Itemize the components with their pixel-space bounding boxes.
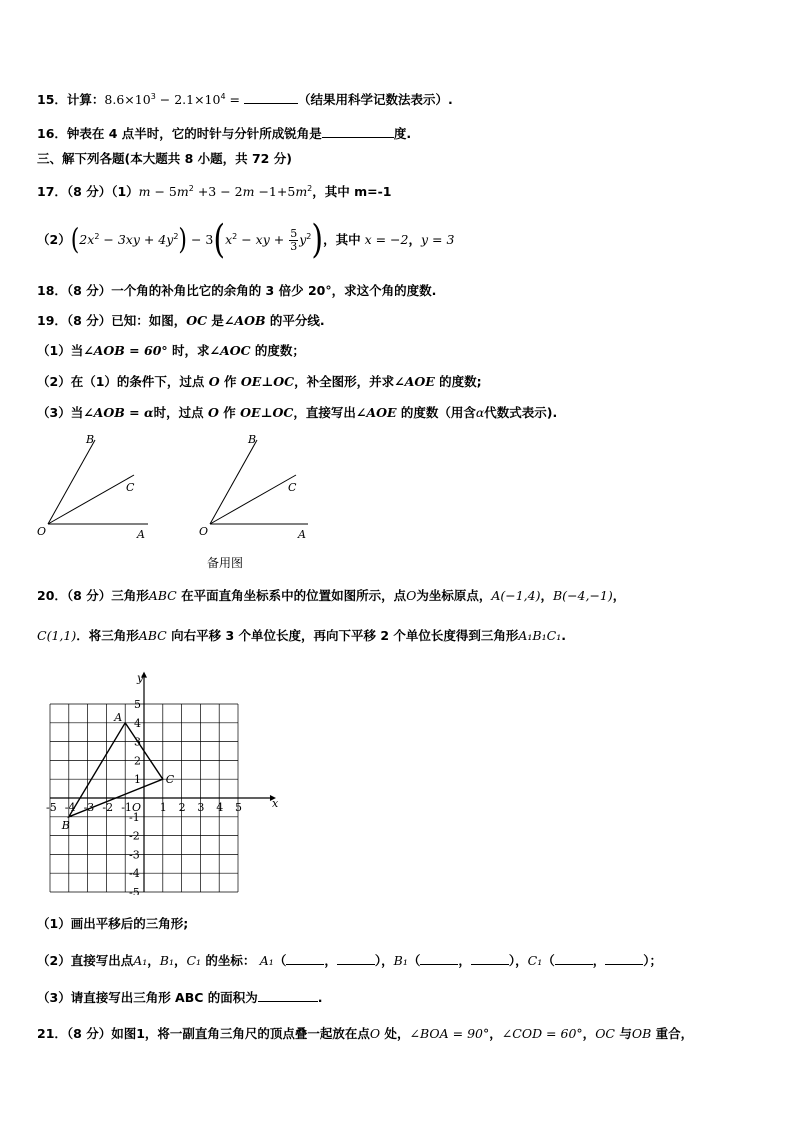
angle-figures — [30, 430, 330, 550]
y-tick-label: -1 — [129, 810, 140, 824]
a1-x-blank[interactable] — [286, 952, 324, 965]
question-19: 19．（8 分）已知：如图，OC 是∠AOB 的平分线. — [37, 313, 325, 328]
origin-label: O — [132, 801, 142, 814]
question-20-part-1: （1）画出平移后的三角形; — [37, 916, 189, 931]
coordinate-grid — [30, 665, 290, 895]
x-axis-label: x — [271, 797, 279, 810]
y-tick-label: 4 — [134, 716, 141, 730]
answer-blank[interactable] — [244, 91, 298, 104]
area-blank[interactable] — [258, 989, 318, 1002]
x-tick-label: 4 — [216, 801, 224, 814]
c1-x-blank[interactable] — [555, 952, 593, 965]
x-tick-label: 3 — [197, 801, 205, 814]
angle-figure-2 — [199, 433, 308, 541]
label-c: C — [126, 481, 135, 494]
question-17-part-2: $(2)(2x^2 - 3xy + 4y^2) - 3(x^2$ − xy + $\frac{5}{3}$ $y^2$)，其中 x = −2，y = 3 — [37, 217, 455, 263]
b1-x-blank[interactable] — [420, 952, 458, 965]
y-tick-label: -2 — [129, 829, 140, 843]
fraction: $\frac{5}{3}$ — [290, 227, 298, 253]
question-20-line-2: C(1,1)．将三角形ABC 向右平移 3 个单位长度，再向下平移 2 个单位长度得到三角形A₁B₁C₁. — [37, 628, 566, 643]
y-tick-label: -4 — [129, 867, 140, 881]
label-o: O — [37, 525, 47, 538]
figure-caption: 备用图 — [207, 556, 244, 570]
x-tick-label: -2 — [102, 801, 114, 814]
label-a: A — [137, 528, 145, 541]
question-21: 21．（8 分）如图1，将一副直角三角尺的顶点叠一起放在点O 处，∠BOA = 90°，∠COD = 60°，OC 与OB 重合， — [37, 1026, 694, 1041]
x-tick-label: 5 — [235, 801, 242, 814]
question-16: 16．钟表在 4 点半时，它的时针与分针所成锐角是 度. — [37, 126, 412, 141]
y-tick-label: 5 — [134, 698, 141, 711]
y-tick-label: 1 — [134, 773, 141, 787]
point-b-label: B — [61, 818, 70, 832]
question-19-part-3: （3）当∠AOB = α时，过点 O 作 OE⊥OC，直接写出∠AOE 的度数（用含α代数式表示). — [37, 405, 558, 420]
a1-y-blank[interactable] — [337, 952, 375, 965]
point-a-label: A — [114, 710, 123, 724]
y-tick-label: -5 — [129, 886, 140, 895]
question-19-part-1: （1）当∠AOB = 60° 时，求∠AOC 的度数； — [37, 343, 305, 358]
y-tick-label: 2 — [134, 754, 141, 768]
ray-oc-2 — [210, 475, 296, 524]
question-15: 15．计算：$8.6\times 10^3 - 2.1\times 10^4$ = （结果用科学记数法表示）. — [37, 92, 453, 108]
y-tick-label: -3 — [129, 848, 140, 862]
x-tick-label: -1 — [121, 801, 132, 814]
b1-y-blank[interactable] — [471, 952, 509, 965]
ray-ob-2 — [210, 440, 257, 524]
answer-blank[interactable] — [322, 125, 394, 138]
ray-oc — [48, 475, 134, 524]
y-tick-labels — [129, 698, 141, 895]
x-tick-label: -5 — [46, 801, 57, 814]
label-b-2: B — [248, 433, 257, 446]
question-20-part-2: （2）直接写出点A₁，B₁，C₁ 的坐标： A₁（ ， ），B₁（ ， ），C₁（ ， ）； — [37, 953, 663, 968]
label-a-2: A — [298, 528, 306, 541]
x-tick-label: 1 — [159, 801, 167, 814]
section-heading: 三、解下列各题(本大题共 8 小题，共 72 分) — [37, 151, 292, 166]
label-o-2: O — [199, 525, 209, 538]
x-tick-label: -3 — [83, 801, 95, 814]
y-axis-label: y — [137, 671, 144, 685]
question-17-part-1: 17．（8 分）$(1)m - 5m^2 +3 - 2m -1+5m^2$，其中 m=-1 — [37, 184, 392, 200]
point-c-label: C — [165, 773, 175, 787]
x-tick-label: 2 — [178, 801, 186, 814]
label-b: B — [86, 433, 95, 446]
question-20-part-3: （3）请直接写出三角形 ABC 的面积为 . — [37, 990, 323, 1005]
x-tick-label: -4 — [64, 801, 76, 814]
y-tick-label: 3 — [134, 735, 141, 749]
angle-figure-1 — [37, 433, 148, 541]
c1-y-blank[interactable] — [605, 952, 643, 965]
question-19-part-2: （2）在（1）的条件下，过点 O 作 OE⊥OC，补全图形，并求∠AOE 的度数; — [37, 374, 482, 389]
ray-ob — [48, 440, 95, 524]
question-20: 20．（8 分）三角形ABC 在平面直角坐标系中的位置如图所示，点O为坐标原点，A(−1,4)，B(−4,−1)， — [37, 588, 626, 603]
question-18: 18．（8 分）一个角的补角比它的余角的 3 倍少 20°，求这个角的度数. — [37, 283, 437, 298]
label-c-2: C — [288, 481, 297, 494]
